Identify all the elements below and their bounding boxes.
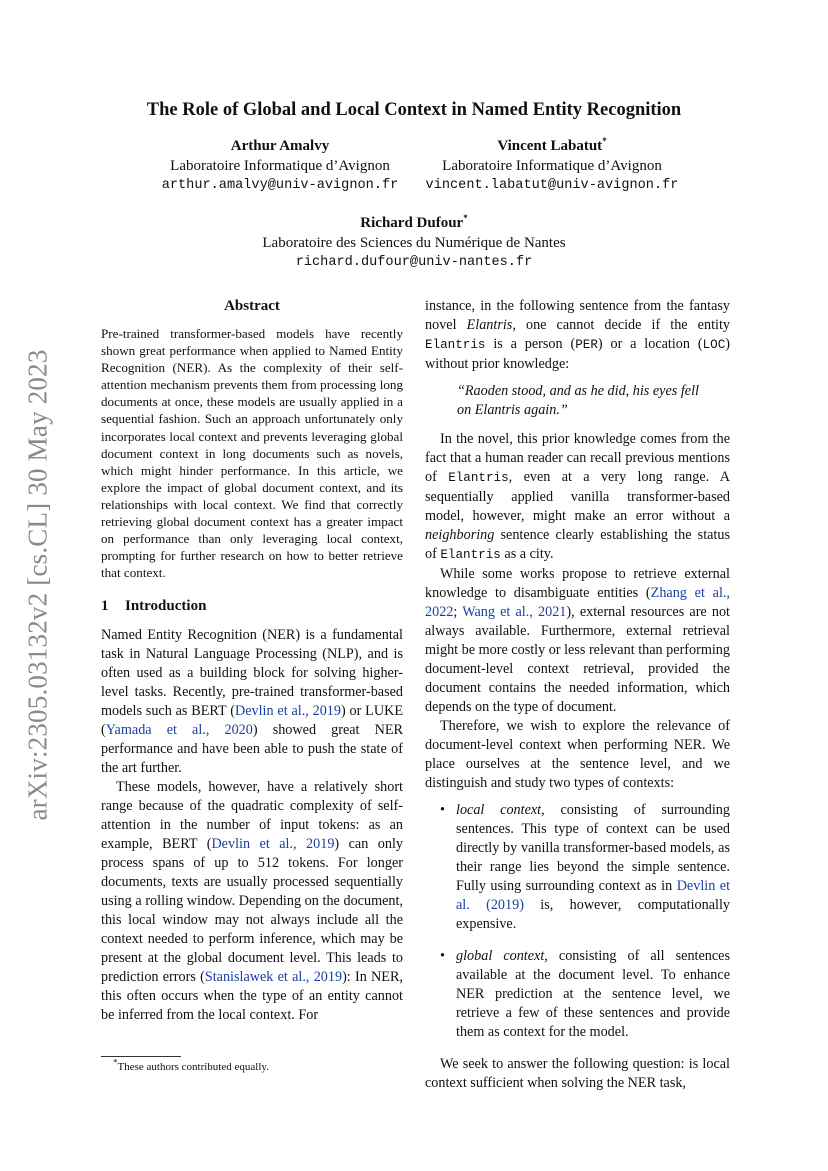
arxiv-stamp-text: arXiv:2305.03132v2 [cs.CL] 30 May 2023 xyxy=(22,349,53,821)
text-run: Named Entity Recognition (NER) is a fundamental task in Natural Language Processing (NLP), and is often used as a building block for solving higher-level tasks. Recently, pre-trained transformer-based models such as BERT ( xyxy=(101,627,403,720)
intro-paragraph-2 xyxy=(101,778,403,1025)
paper-title: The Role of Global and Local Context in Named Entity Recognition xyxy=(146,100,682,120)
right-paragraph-4: Therefore, we wish to explore the relevance of document-level context when performing NER. We place ourselves at the sentence level, and we distinguish and study two types of contexts: xyxy=(425,718,730,791)
text-run: ) or a location ( xyxy=(597,336,703,352)
term: global context xyxy=(456,948,545,964)
right-paragraph-5: We seek to answer the following question: is local context sufficient when solving the NER task, xyxy=(425,1056,730,1091)
right-column xyxy=(425,297,730,1093)
citation-link[interactable]: Wang et al., 2021 xyxy=(462,604,567,620)
text-run: , consisting of surrounding sentences. This type of context can be used directly by vanilla transformer-based models, as their range lies beyond the simple sentence. Fully using surrounding context as in xyxy=(456,802,730,894)
text-run: ) without prior knowledge: xyxy=(425,336,730,372)
entity-token: Elantris xyxy=(440,548,501,562)
author-name: Richard Dufour xyxy=(360,215,464,231)
text-run: These models, however, have a relatively short range because of the quadratic complexity of self-attention in the number of input tokens: as an example, BERT ( xyxy=(101,779,403,853)
tag-loc: LOC xyxy=(702,338,726,352)
author-block-1 xyxy=(140,136,420,196)
text-run: ) can only process spans of up to 512 tokens. For longer documents, texts are usually processed sequentially using a rolling window. Depending on the document, this local window may not always include all the context needed to perform inference, which may be present at the global document level. This leads to prediction errors ( xyxy=(101,836,404,986)
citation-link[interactable]: Devlin et al., 2019 xyxy=(211,836,335,853)
author-affiliation: Laboratoire Informatique d’Avignon xyxy=(442,158,662,174)
author-block-2 xyxy=(412,136,692,196)
term: local context xyxy=(456,802,542,818)
tag-per: PER xyxy=(575,338,598,352)
text-run: instance, in the following sentence from the fantasy novel xyxy=(425,298,730,333)
author-affiliation: Laboratoire des Sciences du Numérique de Nantes xyxy=(262,235,566,251)
bullet-icon: • xyxy=(440,948,445,964)
right-paragraph-2 xyxy=(425,430,730,565)
abstract-heading: Abstract xyxy=(224,298,280,314)
text-run: While some works propose to retrieve external knowledge to disambiguate entities ( xyxy=(425,566,730,601)
equal-contribution-mark: * xyxy=(602,136,607,146)
text-run: as a city. xyxy=(500,546,554,562)
author-email[interactable]: arthur.amalvy@univ-avignon.fr xyxy=(161,178,399,193)
intro-paragraph-1 xyxy=(101,626,403,778)
text-run: sentence clearly establishing the status of xyxy=(425,527,730,562)
text-run: , consisting of all sentences available at the document level. To enhance NER prediction at the sentence level, we retrieve a few of these sentences and provide them as context for the model. xyxy=(456,948,730,1040)
author-affiliation: Laboratoire Informatique d’Avignon xyxy=(170,158,390,174)
text-run: , one cannot decide if the entity xyxy=(512,317,730,333)
citation-link[interactable]: Stanislawek et al., 2019 xyxy=(204,969,343,986)
text-run: ) showed great NER performance and have been able to push the state of the art further. xyxy=(101,722,403,777)
right-paragraph-3 xyxy=(425,565,730,717)
list-item xyxy=(425,801,730,934)
footnote xyxy=(113,1057,269,1073)
author-block-3 xyxy=(214,213,614,273)
citation-link[interactable]: Devlin et al., 2019 xyxy=(234,703,341,720)
citation-link[interactable]: Devlin et al. (2019) xyxy=(456,878,731,913)
equal-contribution-mark: * xyxy=(463,213,468,223)
abstract-text: Pre-trained transformer-based models have recently shown great performance when applied to Named Entity Recognition (NER). As the complexity of their self-attention mechanism prevents them from processing long documents at once, these models are usually applied in a sequential fashion. Such an approach unfortunately only incorporates local context and prevents leveraging global document context in long documents such as novels, which might hinder performance. In this article, we explore the impact of global document context, and its relationships with local context. We find that correctly retrieving global document context has a greater impact on performance than only leveraging local context, prompting for further research on how to better retrieve that context. xyxy=(101,326,403,581)
entity-token: Elantris xyxy=(425,338,486,352)
author-email[interactable]: richard.dufour@univ-nantes.fr xyxy=(295,255,533,270)
footnote-text: These authors contributed equally. xyxy=(117,1061,269,1073)
footnote-mark: * xyxy=(113,1057,118,1068)
example-quote: “Raoden stood, and as he did, his eyes fell on Elantris again.” xyxy=(457,383,699,418)
text-run: In the novel, this prior knowledge comes from the fact that a human reader can recall previous mentions of xyxy=(425,431,730,485)
text-run: ): In NER, this often occurs when the type of an entity cannot be inferred from the local context. For xyxy=(101,969,403,1024)
text-run: is, however, computationally expensive. xyxy=(456,897,730,932)
right-paragraph-1 xyxy=(425,297,730,374)
citation-link[interactable]: Zhang et al., 2022 xyxy=(425,585,730,620)
text-run: , even at a very long range. A sequentially applied vanilla transformer-based model, however, might make an error without a xyxy=(425,469,730,524)
left-column xyxy=(101,297,403,1025)
text-run: ; xyxy=(453,604,463,620)
context-types-list xyxy=(425,801,730,1042)
author-name: Arthur Amalvy xyxy=(230,138,330,154)
text-run: is a person ( xyxy=(485,336,576,352)
text-run: ) or LUKE ( xyxy=(101,703,404,739)
emphasis: neighboring xyxy=(425,527,495,543)
section-title: Introduction xyxy=(125,598,207,615)
author-name: Vincent Labatut xyxy=(497,138,603,154)
list-item xyxy=(425,947,730,1042)
section-heading-introduction xyxy=(101,597,403,616)
bullet-icon: • xyxy=(440,802,445,818)
section-number: 1 xyxy=(101,598,109,615)
citation-link[interactable]: Yamada et al., 2020 xyxy=(105,722,253,739)
author-email[interactable]: vincent.labatut@univ-avignon.fr xyxy=(425,178,679,193)
novel-title: Elantris xyxy=(466,317,513,333)
entity-token: Elantris xyxy=(448,471,509,485)
text-run: ), external resources are not always available. Furthermore, external retrieval might be more costly or less relevant than performing document-level context retrieval, provided the document contains the needed information, which depends on the type of document. xyxy=(425,604,730,715)
